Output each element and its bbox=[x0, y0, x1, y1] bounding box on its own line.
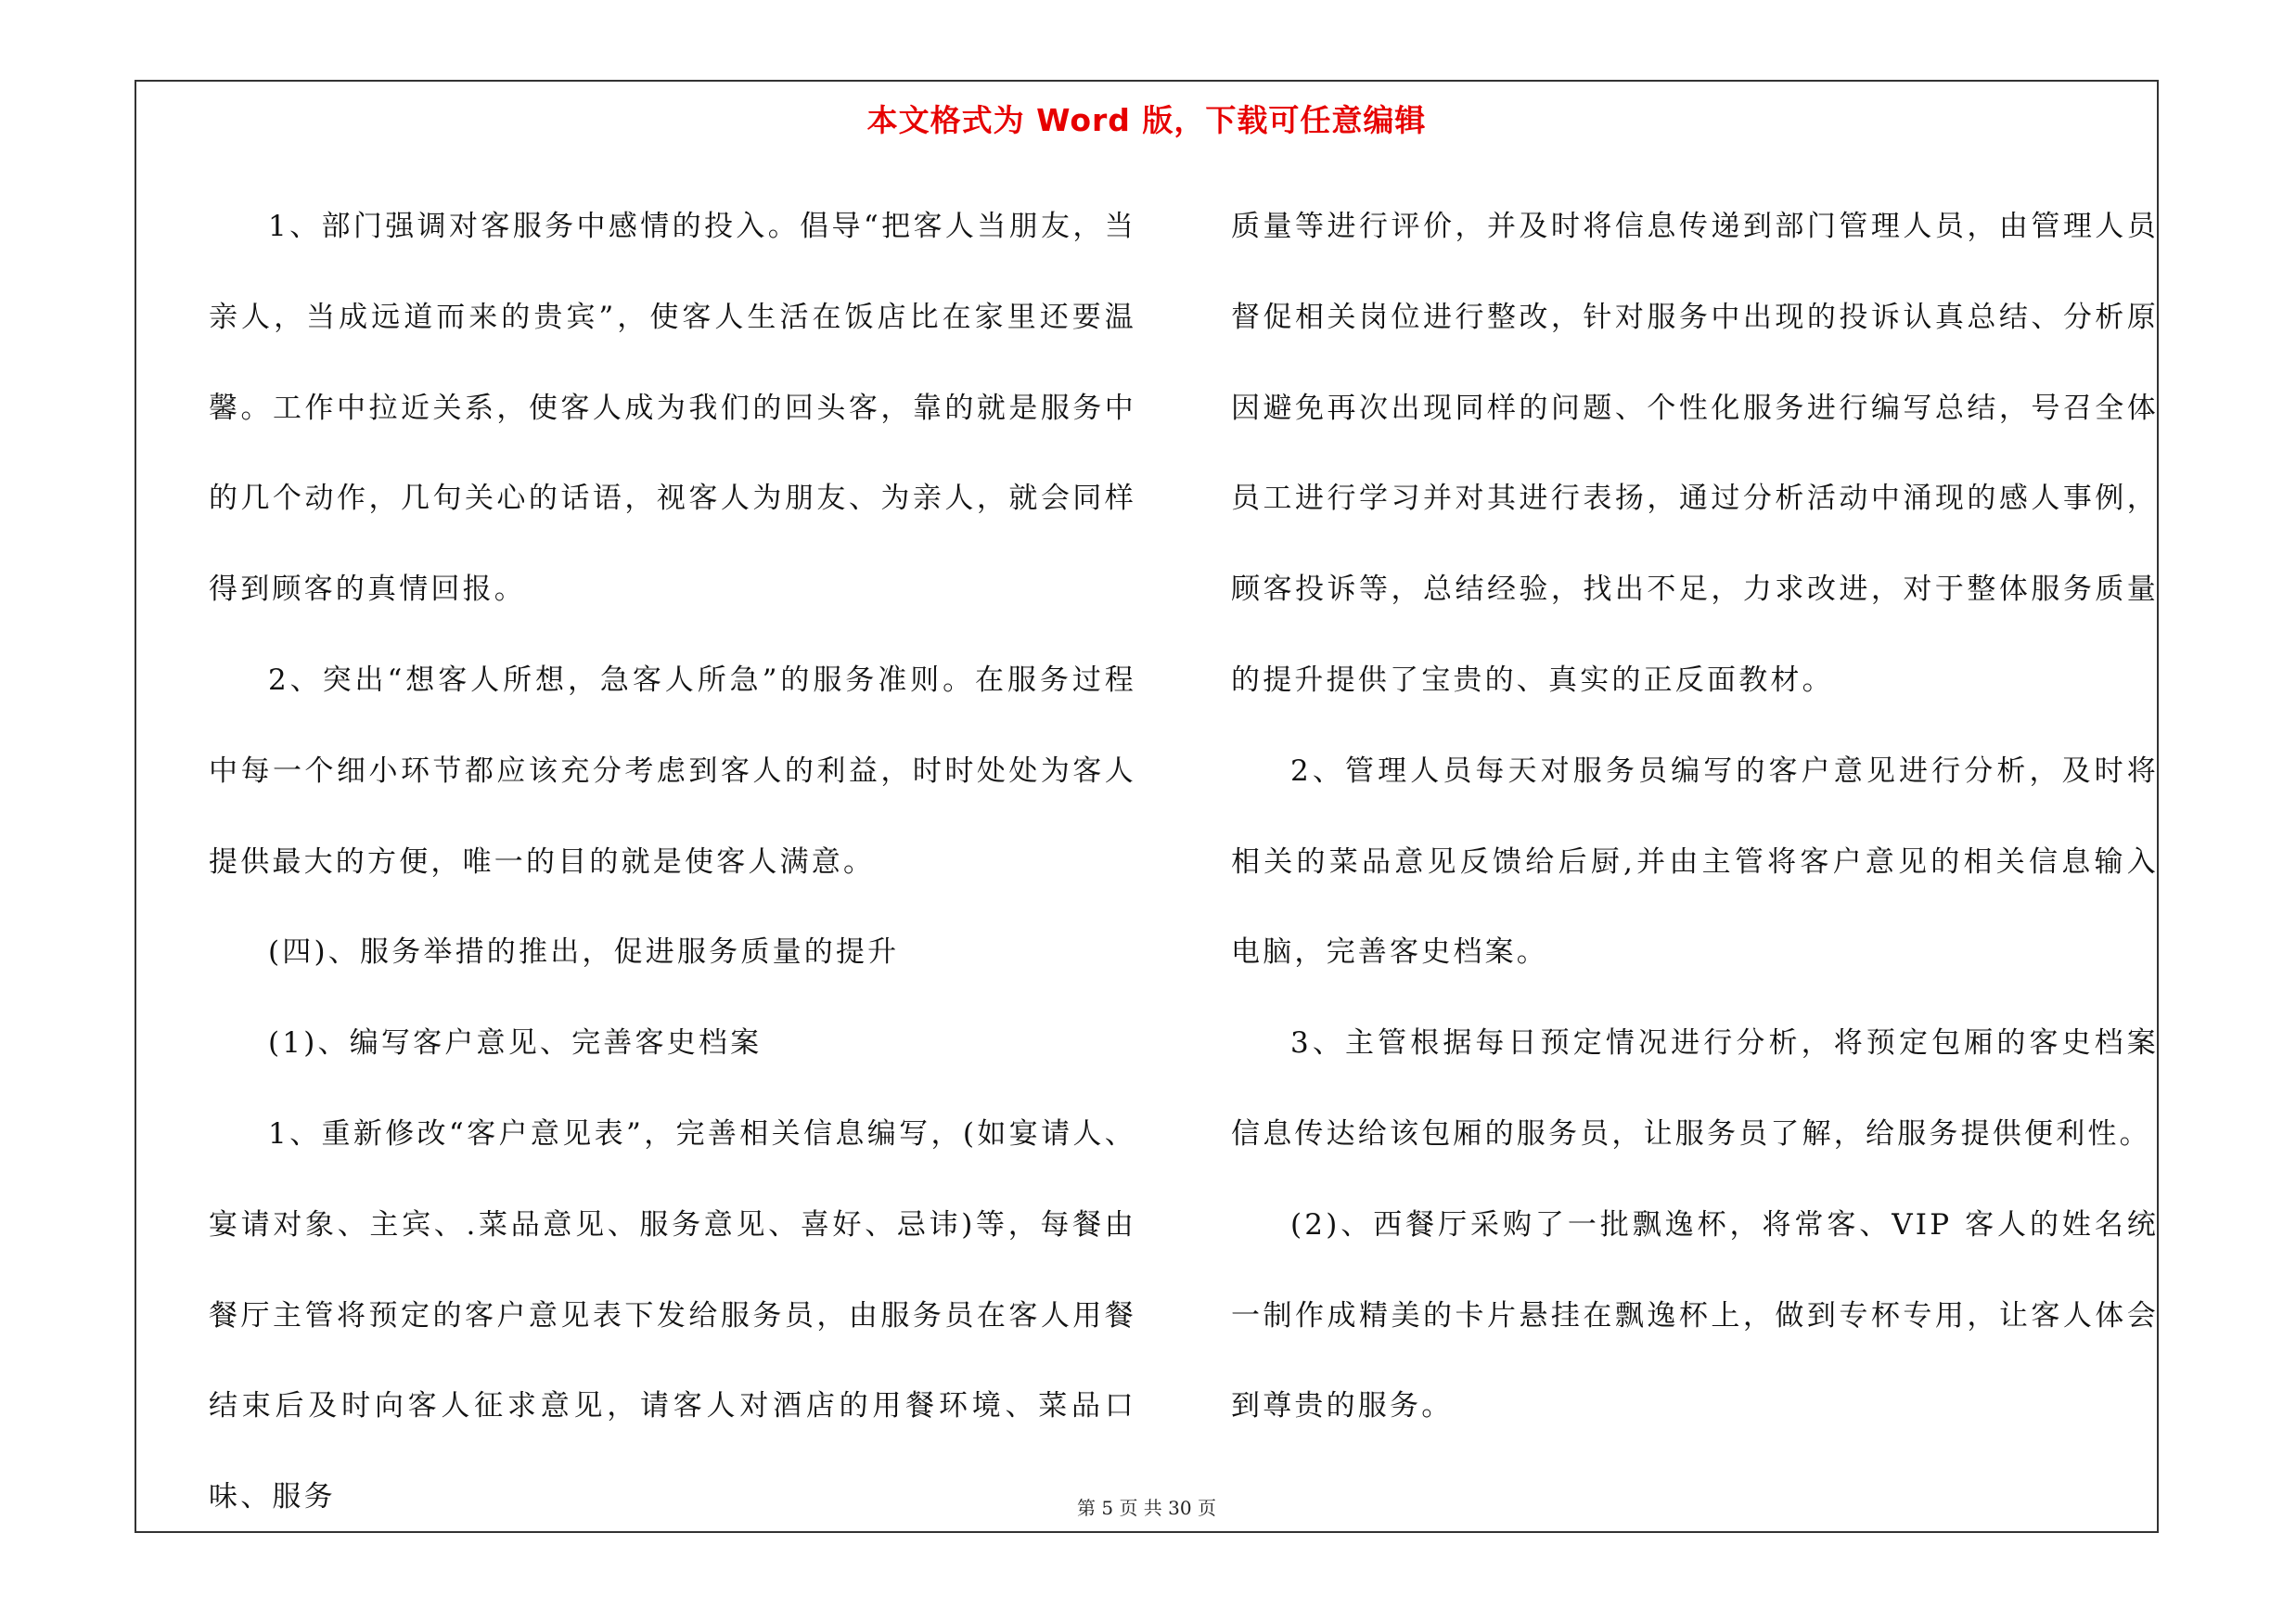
left-column bbox=[209, 182, 1136, 1514]
paragraph: 1、部门强调对客服务中感情的投入。倡导“把客人当朋友，当亲人，当成远道而来的贵宾”，使客人生活在饭店比在家里还要温馨。工作中拉近关系，使客人成为我们的回头客，靠的就是服务中的几个动作，几句关心的话语，视客人为朋友、为亲人，就会同样得到顾客的真情回报。 bbox=[209, 210, 1136, 607]
section-heading: (四)、服务举措的推出，促进服务质量的提升 bbox=[268, 935, 900, 970]
paragraph-continuation: 质量等进行评价，并及时将信息传递到部门管理人员，由管理人员督促相关岗位进行整改，针对服务中出现的投诉认真总结、分析原因避免再次出现同样的问题、个性化服务进行编写总结，号召全体员工进行学习并对其进行表扬，通过分析活动中涌现的感人事例，顾客投诉等，总结经验，找出不足，力求改进，对于整体服务质量的提升提供了宝贵的、真实的正反面教材。 bbox=[1231, 210, 2159, 697]
page-number: 第 5 页 共 30 页 bbox=[1077, 1497, 1216, 1519]
paragraph: 2、突出“想客人所想，急客人所急”的服务准则。在服务过程中每一个细小环节都应该充分考虑到客人的利益，时时处处为客人提供最大的方便，唯一的目的就是使客人满意。 bbox=[209, 663, 1136, 879]
right-column bbox=[1231, 182, 2159, 1462]
paragraph: 1、重新修改“客户意见表”，完善相关信息编写，(如宴请人、宴请对象、主宾、.菜品意见、服务意见、喜好、忌讳)等，每餐由餐厅主管将预定的客户意见表下发给服务员，由服务员在客人用餐结束后及时向客人征求意见，请客人对酒店的用餐环境、菜品口味、服务 bbox=[209, 1116, 1136, 1514]
paragraph: 3、主管根据每日预定情况进行分析，将预定包厢的客史档案信息传达给该包厢的服务员，让服务员了解，给服务提供便利性。 bbox=[1231, 1026, 2159, 1151]
page-frame bbox=[135, 80, 2159, 1533]
paragraph: (2)、西餐厅采购了一批飘逸杯，将常客、VIP 客人的姓名统一制作成精美的卡片悬挂在飘逸杯上，做到专杯专用，让客人体会到尊贵的服务。 bbox=[1231, 1207, 2159, 1423]
paragraph: 2、管理人员每天对服务员编写的客户意见进行分析，及时将相关的菜品意见反馈给后厨,并由主管将客户意见的相关信息输入电脑，完善客史档案。 bbox=[1231, 754, 2159, 970]
header-banner: 本文格式为 Word 版，下载可任意编辑 bbox=[866, 102, 1427, 138]
subsection-heading: (1)、编写客户意见、完善客史档案 bbox=[268, 1026, 763, 1061]
